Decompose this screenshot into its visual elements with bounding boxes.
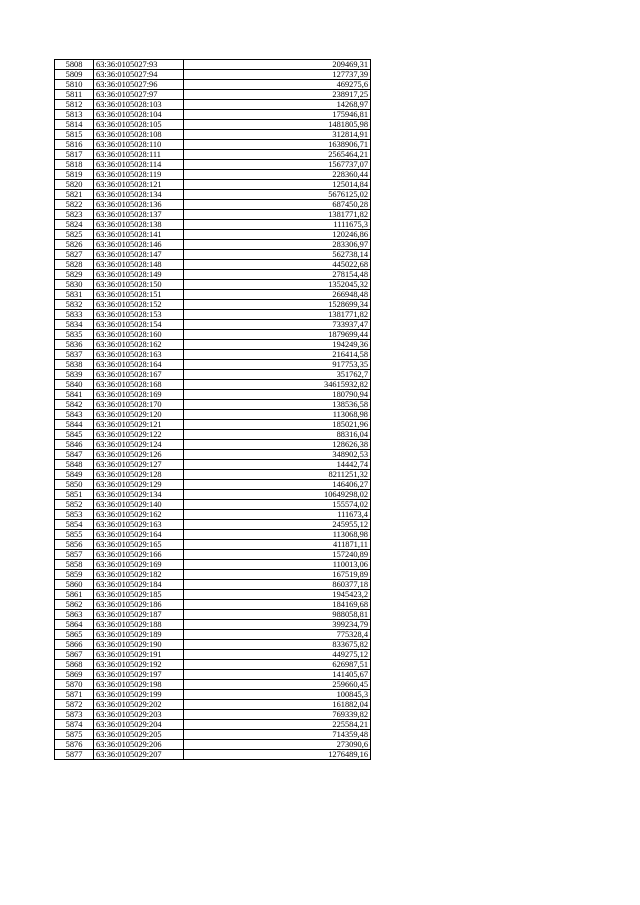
row-number-cell: 5825 bbox=[55, 230, 94, 240]
cadastral-number-cell: 63:36:0105028:169 bbox=[94, 390, 184, 400]
row-number-cell: 5818 bbox=[55, 160, 94, 170]
row-number-cell: 5866 bbox=[55, 640, 94, 650]
row-number-cell: 5865 bbox=[55, 630, 94, 640]
table-row bbox=[55, 710, 371, 720]
value-cell: 8211251,32 bbox=[184, 470, 371, 480]
value-cell: 100845,3 bbox=[184, 690, 371, 700]
table-row bbox=[55, 560, 371, 570]
row-number-cell: 5816 bbox=[55, 140, 94, 150]
row-number-cell: 5829 bbox=[55, 270, 94, 280]
table-row bbox=[55, 140, 371, 150]
cadastral-number-cell: 63:36:0105029:186 bbox=[94, 600, 184, 610]
table-row bbox=[55, 520, 371, 530]
row-number-cell: 5867 bbox=[55, 650, 94, 660]
value-cell: 399234,79 bbox=[184, 620, 371, 630]
cadastral-number-cell: 63:36:0105029:121 bbox=[94, 420, 184, 430]
cadastral-number-cell: 63:36:0105028:141 bbox=[94, 230, 184, 240]
table-row bbox=[55, 620, 371, 630]
row-number-cell: 5837 bbox=[55, 350, 94, 360]
value-cell: 1638906,71 bbox=[184, 140, 371, 150]
table-row bbox=[55, 400, 371, 410]
cadastral-number-cell: 63:36:0105029:184 bbox=[94, 580, 184, 590]
cadastral-number-cell: 63:36:0105029:199 bbox=[94, 690, 184, 700]
row-number-cell: 5814 bbox=[55, 120, 94, 130]
value-cell: 1481805,98 bbox=[184, 120, 371, 130]
row-number-cell: 5846 bbox=[55, 440, 94, 450]
value-cell: 128626,38 bbox=[184, 440, 371, 450]
row-number-cell: 5830 bbox=[55, 280, 94, 290]
cadastral-number-cell: 63:36:0105028:110 bbox=[94, 140, 184, 150]
row-number-cell: 5843 bbox=[55, 410, 94, 420]
cadastral-number-cell: 63:36:0105028:164 bbox=[94, 360, 184, 370]
row-number-cell: 5811 bbox=[55, 90, 94, 100]
row-number-cell: 5847 bbox=[55, 450, 94, 460]
cadastral-number-cell: 63:36:0105028:168 bbox=[94, 380, 184, 390]
cadastral-number-cell: 63:36:0105028:151 bbox=[94, 290, 184, 300]
table-row bbox=[55, 170, 371, 180]
row-number-cell: 5869 bbox=[55, 670, 94, 680]
cadastral-number-cell: 63:36:0105028:160 bbox=[94, 330, 184, 340]
cadastral-number-cell: 63:36:0105028:163 bbox=[94, 350, 184, 360]
row-number-cell: 5841 bbox=[55, 390, 94, 400]
cadastral-number-cell: 63:36:0105029:124 bbox=[94, 440, 184, 450]
row-number-cell: 5812 bbox=[55, 100, 94, 110]
row-number-cell: 5858 bbox=[55, 560, 94, 570]
table-row bbox=[55, 450, 371, 460]
value-cell: 167519,89 bbox=[184, 570, 371, 580]
row-number-cell: 5854 bbox=[55, 520, 94, 530]
value-cell: 1879699,44 bbox=[184, 330, 371, 340]
value-cell: 917753,35 bbox=[184, 360, 371, 370]
cadastral-number-cell: 63:36:0105029:182 bbox=[94, 570, 184, 580]
value-cell: 283306,97 bbox=[184, 240, 371, 250]
value-cell: 88316,04 bbox=[184, 430, 371, 440]
cadastral-number-cell: 63:36:0105027:97 bbox=[94, 90, 184, 100]
value-cell: 216414,58 bbox=[184, 350, 371, 360]
cadastral-number-cell: 63:36:0105029:197 bbox=[94, 670, 184, 680]
cadastral-number-cell: 63:36:0105029:164 bbox=[94, 530, 184, 540]
row-number-cell: 5868 bbox=[55, 660, 94, 670]
row-number-cell: 5833 bbox=[55, 310, 94, 320]
cadastral-number-cell: 63:36:0105029:204 bbox=[94, 720, 184, 730]
cadastral-number-cell: 63:36:0105029:203 bbox=[94, 710, 184, 720]
table-row bbox=[55, 750, 371, 760]
value-cell: 175946,81 bbox=[184, 110, 371, 120]
table-row bbox=[55, 90, 371, 100]
value-cell: 860377,18 bbox=[184, 580, 371, 590]
table-row bbox=[55, 380, 371, 390]
table-row bbox=[55, 300, 371, 310]
cadastral-number-cell: 63:36:0105028:108 bbox=[94, 130, 184, 140]
table-row bbox=[55, 540, 371, 550]
value-cell: 988058,81 bbox=[184, 610, 371, 620]
table-row bbox=[55, 410, 371, 420]
cadastral-number-cell: 63:36:0105028:150 bbox=[94, 280, 184, 290]
row-number-cell: 5840 bbox=[55, 380, 94, 390]
table-row bbox=[55, 630, 371, 640]
table-row bbox=[55, 530, 371, 540]
row-number-cell: 5815 bbox=[55, 130, 94, 140]
value-cell: 14268,97 bbox=[184, 100, 371, 110]
cadastral-number-cell: 63:36:0105029:190 bbox=[94, 640, 184, 650]
value-cell: 449275,12 bbox=[184, 650, 371, 660]
cadastral-number-cell: 63:36:0105029:140 bbox=[94, 500, 184, 510]
table-row bbox=[55, 660, 371, 670]
cadastral-number-cell: 63:36:0105028:114 bbox=[94, 160, 184, 170]
value-cell: 209469,31 bbox=[184, 60, 371, 70]
table-row bbox=[55, 420, 371, 430]
value-cell: 138536,58 bbox=[184, 400, 371, 410]
table-row bbox=[55, 440, 371, 450]
table-row bbox=[55, 490, 371, 500]
row-number-cell: 5856 bbox=[55, 540, 94, 550]
value-cell: 10649298,02 bbox=[184, 490, 371, 500]
row-number-cell: 5826 bbox=[55, 240, 94, 250]
row-number-cell: 5821 bbox=[55, 190, 94, 200]
cadastral-number-cell: 63:36:0105028:104 bbox=[94, 110, 184, 120]
value-cell: 775328,4 bbox=[184, 630, 371, 640]
value-cell: 348902,53 bbox=[184, 450, 371, 460]
table-row bbox=[55, 240, 371, 250]
value-cell: 259660,45 bbox=[184, 680, 371, 690]
row-number-cell: 5871 bbox=[55, 690, 94, 700]
table-row bbox=[55, 110, 371, 120]
row-number-cell: 5857 bbox=[55, 550, 94, 560]
row-number-cell: 5845 bbox=[55, 430, 94, 440]
value-cell: 110013,06 bbox=[184, 560, 371, 570]
value-cell: 113068,98 bbox=[184, 530, 371, 540]
value-cell: 127737,39 bbox=[184, 70, 371, 80]
table-row bbox=[55, 100, 371, 110]
row-number-cell: 5822 bbox=[55, 200, 94, 210]
cadastral-number-cell: 63:36:0105029:127 bbox=[94, 460, 184, 470]
cadastral-number-cell: 63:36:0105029:191 bbox=[94, 650, 184, 660]
value-cell: 1381771,82 bbox=[184, 310, 371, 320]
row-number-cell: 5852 bbox=[55, 500, 94, 510]
row-number-cell: 5875 bbox=[55, 730, 94, 740]
row-number-cell: 5874 bbox=[55, 720, 94, 730]
table-row bbox=[55, 720, 371, 730]
row-number-cell: 5872 bbox=[55, 700, 94, 710]
cadastral-number-cell: 63:36:0105029:187 bbox=[94, 610, 184, 620]
row-number-cell: 5831 bbox=[55, 290, 94, 300]
value-cell: 1381771,82 bbox=[184, 210, 371, 220]
cadastral-number-cell: 63:36:0105029:122 bbox=[94, 430, 184, 440]
cadastral-number-cell: 63:36:0105028:153 bbox=[94, 310, 184, 320]
table-row bbox=[55, 160, 371, 170]
table-row bbox=[55, 270, 371, 280]
cadastral-number-cell: 63:36:0105028:136 bbox=[94, 200, 184, 210]
table-row bbox=[55, 700, 371, 710]
cadastral-number-cell: 63:36:0105028:105 bbox=[94, 120, 184, 130]
row-number-cell: 5876 bbox=[55, 740, 94, 750]
table-row bbox=[55, 340, 371, 350]
table-row bbox=[55, 740, 371, 750]
table-row bbox=[55, 600, 371, 610]
table-row bbox=[55, 690, 371, 700]
value-cell: 113068,98 bbox=[184, 410, 371, 420]
value-cell: 5676125,02 bbox=[184, 190, 371, 200]
cadastral-number-cell: 63:36:0105028:154 bbox=[94, 320, 184, 330]
cadastral-number-cell: 63:36:0105029:206 bbox=[94, 740, 184, 750]
value-cell: 120246,86 bbox=[184, 230, 371, 240]
value-cell: 1111675,3 bbox=[184, 220, 371, 230]
row-number-cell: 5809 bbox=[55, 70, 94, 80]
row-number-cell: 5828 bbox=[55, 260, 94, 270]
table-row bbox=[55, 590, 371, 600]
cadastral-number-cell: 63:36:0105029:205 bbox=[94, 730, 184, 740]
table-row bbox=[55, 70, 371, 80]
table-row bbox=[55, 610, 371, 620]
row-number-cell: 5851 bbox=[55, 490, 94, 500]
row-number-cell: 5819 bbox=[55, 170, 94, 180]
table-row bbox=[55, 350, 371, 360]
value-cell: 14442,74 bbox=[184, 460, 371, 470]
cadastral-number-cell: 63:36:0105027:96 bbox=[94, 80, 184, 90]
table-row bbox=[55, 250, 371, 260]
value-cell: 1352045,32 bbox=[184, 280, 371, 290]
row-number-cell: 5827 bbox=[55, 250, 94, 260]
table-row bbox=[55, 360, 371, 370]
row-number-cell: 5862 bbox=[55, 600, 94, 610]
cadastral-number-cell: 63:36:0105029:129 bbox=[94, 480, 184, 490]
table-body bbox=[55, 60, 371, 760]
table-row bbox=[55, 480, 371, 490]
cadastral-number-cell: 63:36:0105028:138 bbox=[94, 220, 184, 230]
cadastral-number-cell: 63:36:0105028:111 bbox=[94, 150, 184, 160]
cadastral-number-cell: 63:36:0105029:128 bbox=[94, 470, 184, 480]
table-row bbox=[55, 470, 371, 480]
value-cell: 180790,94 bbox=[184, 390, 371, 400]
value-cell: 411871,11 bbox=[184, 540, 371, 550]
row-number-cell: 5861 bbox=[55, 590, 94, 600]
cadastral-number-cell: 63:36:0105028:148 bbox=[94, 260, 184, 270]
table-row bbox=[55, 200, 371, 210]
value-cell: 687450,28 bbox=[184, 200, 371, 210]
value-cell: 141405,67 bbox=[184, 670, 371, 680]
cadastral-number-cell: 63:36:0105028:147 bbox=[94, 250, 184, 260]
row-number-cell: 5810 bbox=[55, 80, 94, 90]
cadastral-number-cell: 63:36:0105029:207 bbox=[94, 750, 184, 760]
table-row bbox=[55, 730, 371, 740]
value-cell: 266948,48 bbox=[184, 290, 371, 300]
table-row bbox=[55, 260, 371, 270]
value-cell: 146406,27 bbox=[184, 480, 371, 490]
value-cell: 733937,47 bbox=[184, 320, 371, 330]
value-cell: 155574,02 bbox=[184, 500, 371, 510]
table-row bbox=[55, 650, 371, 660]
cadastral-number-cell: 63:36:0105029:126 bbox=[94, 450, 184, 460]
table-row bbox=[55, 80, 371, 90]
table-row bbox=[55, 230, 371, 240]
row-number-cell: 5838 bbox=[55, 360, 94, 370]
table-row bbox=[55, 570, 371, 580]
value-cell: 769339,82 bbox=[184, 710, 371, 720]
table-row bbox=[55, 320, 371, 330]
cadastral-number-cell: 63:36:0105028:119 bbox=[94, 170, 184, 180]
value-cell: 445022,68 bbox=[184, 260, 371, 270]
row-number-cell: 5870 bbox=[55, 680, 94, 690]
value-cell: 273090,6 bbox=[184, 740, 371, 750]
table-row bbox=[55, 280, 371, 290]
value-cell: 1567737,07 bbox=[184, 160, 371, 170]
value-cell: 228360,44 bbox=[184, 170, 371, 180]
table-row bbox=[55, 150, 371, 160]
table-row bbox=[55, 290, 371, 300]
table-row bbox=[55, 640, 371, 650]
table-row bbox=[55, 430, 371, 440]
table-row bbox=[55, 210, 371, 220]
row-number-cell: 5844 bbox=[55, 420, 94, 430]
row-number-cell: 5877 bbox=[55, 750, 94, 760]
row-number-cell: 5853 bbox=[55, 510, 94, 520]
table-row bbox=[55, 120, 371, 130]
cadastral-number-cell: 63:36:0105029:198 bbox=[94, 680, 184, 690]
cadastral-number-cell: 63:36:0105029:134 bbox=[94, 490, 184, 500]
table-row bbox=[55, 460, 371, 470]
table-row bbox=[55, 370, 371, 380]
value-cell: 184169,68 bbox=[184, 600, 371, 610]
value-cell: 125014,84 bbox=[184, 180, 371, 190]
table-row bbox=[55, 190, 371, 200]
cadastral-number-cell: 63:36:0105028:146 bbox=[94, 240, 184, 250]
cadastral-number-cell: 63:36:0105028:162 bbox=[94, 340, 184, 350]
row-number-cell: 5864 bbox=[55, 620, 94, 630]
cadastral-number-cell: 63:36:0105027:93 bbox=[94, 60, 184, 70]
value-cell: 312814,91 bbox=[184, 130, 371, 140]
table-row bbox=[55, 550, 371, 560]
value-cell: 225584,21 bbox=[184, 720, 371, 730]
row-number-cell: 5820 bbox=[55, 180, 94, 190]
value-cell: 1528699,34 bbox=[184, 300, 371, 310]
value-cell: 194249,36 bbox=[184, 340, 371, 350]
cadastral-number-cell: 63:36:0105029:169 bbox=[94, 560, 184, 570]
cadastral-value-table bbox=[54, 59, 371, 760]
row-number-cell: 5835 bbox=[55, 330, 94, 340]
table-row bbox=[55, 580, 371, 590]
row-number-cell: 5860 bbox=[55, 580, 94, 590]
table-row bbox=[55, 310, 371, 320]
cadastral-number-cell: 63:36:0105028:103 bbox=[94, 100, 184, 110]
cadastral-number-cell: 63:36:0105028:149 bbox=[94, 270, 184, 280]
row-number-cell: 5839 bbox=[55, 370, 94, 380]
value-cell: 1276489,16 bbox=[184, 750, 371, 760]
row-number-cell: 5850 bbox=[55, 480, 94, 490]
value-cell: 278154,48 bbox=[184, 270, 371, 280]
row-number-cell: 5834 bbox=[55, 320, 94, 330]
row-number-cell: 5823 bbox=[55, 210, 94, 220]
cadastral-number-cell: 63:36:0105029:120 bbox=[94, 410, 184, 420]
cadastral-number-cell: 63:36:0105028:170 bbox=[94, 400, 184, 410]
value-cell: 245955,12 bbox=[184, 520, 371, 530]
value-cell: 238917,25 bbox=[184, 90, 371, 100]
cadastral-number-cell: 63:36:0105028:121 bbox=[94, 180, 184, 190]
table-row bbox=[55, 60, 371, 70]
value-cell: 351762,7 bbox=[184, 370, 371, 380]
row-number-cell: 5855 bbox=[55, 530, 94, 540]
row-number-cell: 5813 bbox=[55, 110, 94, 120]
table-row bbox=[55, 180, 371, 190]
table-row bbox=[55, 130, 371, 140]
row-number-cell: 5842 bbox=[55, 400, 94, 410]
cadastral-number-cell: 63:36:0105029:166 bbox=[94, 550, 184, 560]
table-row bbox=[55, 510, 371, 520]
value-cell: 157240,89 bbox=[184, 550, 371, 560]
value-cell: 1945423,2 bbox=[184, 590, 371, 600]
value-cell: 161882,04 bbox=[184, 700, 371, 710]
value-cell: 469275,6 bbox=[184, 80, 371, 90]
table-row bbox=[55, 680, 371, 690]
row-number-cell: 5836 bbox=[55, 340, 94, 350]
value-cell: 185021,96 bbox=[184, 420, 371, 430]
cadastral-number-cell: 63:36:0105028:167 bbox=[94, 370, 184, 380]
cadastral-number-cell: 63:36:0105029:185 bbox=[94, 590, 184, 600]
row-number-cell: 5832 bbox=[55, 300, 94, 310]
value-cell: 34615932,82 bbox=[184, 380, 371, 390]
table-row bbox=[55, 390, 371, 400]
cadastral-number-cell: 63:36:0105027:94 bbox=[94, 70, 184, 80]
cadastral-number-cell: 63:36:0105029:188 bbox=[94, 620, 184, 630]
value-cell: 562738,14 bbox=[184, 250, 371, 260]
table-row bbox=[55, 500, 371, 510]
cadastral-number-cell: 63:36:0105029:202 bbox=[94, 700, 184, 710]
cadastral-number-cell: 63:36:0105029:165 bbox=[94, 540, 184, 550]
row-number-cell: 5863 bbox=[55, 610, 94, 620]
value-cell: 626987,51 bbox=[184, 660, 371, 670]
row-number-cell: 5824 bbox=[55, 220, 94, 230]
table-row bbox=[55, 670, 371, 680]
cadastral-number-cell: 63:36:0105029:189 bbox=[94, 630, 184, 640]
row-number-cell: 5848 bbox=[55, 460, 94, 470]
table-row bbox=[55, 220, 371, 230]
table-row bbox=[55, 330, 371, 340]
value-cell: 714359,48 bbox=[184, 730, 371, 740]
cadastral-number-cell: 63:36:0105029:162 bbox=[94, 510, 184, 520]
row-number-cell: 5859 bbox=[55, 570, 94, 580]
row-number-cell: 5873 bbox=[55, 710, 94, 720]
cadastral-number-cell: 63:36:0105029:163 bbox=[94, 520, 184, 530]
value-cell: 2565464,21 bbox=[184, 150, 371, 160]
row-number-cell: 5808 bbox=[55, 60, 94, 70]
cadastral-number-cell: 63:36:0105029:192 bbox=[94, 660, 184, 670]
row-number-cell: 5817 bbox=[55, 150, 94, 160]
row-number-cell: 5849 bbox=[55, 470, 94, 480]
value-cell: 833675,82 bbox=[184, 640, 371, 650]
cadastral-number-cell: 63:36:0105028:134 bbox=[94, 190, 184, 200]
cadastral-number-cell: 63:36:0105028:152 bbox=[94, 300, 184, 310]
cadastral-number-cell: 63:36:0105028:137 bbox=[94, 210, 184, 220]
value-cell: 111673,4 bbox=[184, 510, 371, 520]
